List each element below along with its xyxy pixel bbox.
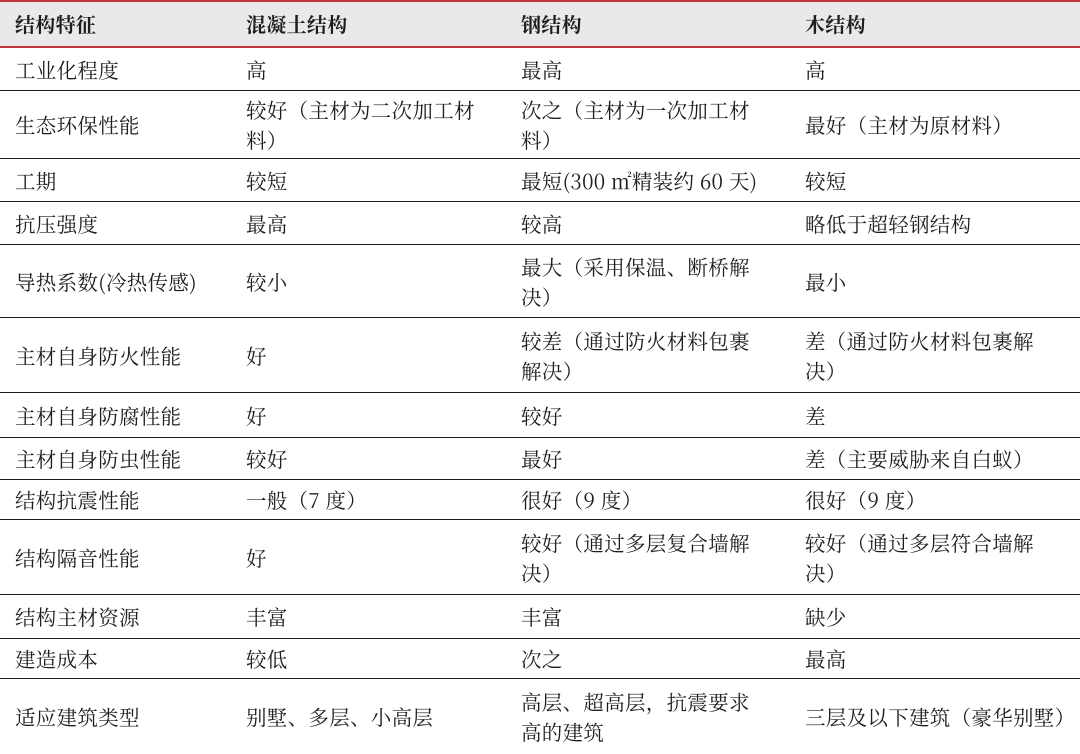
row-divider	[0, 638, 1080, 639]
cell-wood: 三层及以下建筑（豪华别墅）	[805, 701, 1076, 731]
header-structure-feature: 结构特征	[15, 9, 97, 38]
table-top-rule	[0, 0, 1080, 2]
cell-feature: 适应建筑类型	[15, 701, 140, 731]
header-concrete-structure: 混凝土结构	[246, 9, 348, 38]
cell-feature: 主材自身防腐性能	[15, 400, 182, 430]
cell-feature: 主材自身防火性能	[15, 340, 182, 370]
cell-steel: 最好	[521, 443, 563, 473]
cell-concrete: 较小	[246, 266, 288, 296]
row-divider	[0, 244, 1080, 245]
cell-steel: 丰富	[521, 601, 563, 631]
row-divider	[0, 479, 1080, 480]
cell-feature: 导热系数(冷热传感)	[15, 266, 197, 296]
cell-wood: 略低于超轻钢结构	[805, 208, 972, 238]
table-header-rule	[0, 46, 1080, 48]
cell-concrete: 较好	[246, 443, 288, 473]
cell-wood: 最好（主材为原材料）	[805, 109, 1013, 139]
cell-steel: 次之（主材为一次加工材 料）	[521, 94, 750, 154]
cell-concrete: 较好（主材为二次加工材 料）	[246, 94, 475, 154]
cell-wood: 很好（9 度）	[805, 484, 927, 514]
cell-feature: 生态环保性能	[15, 109, 140, 139]
cell-concrete: 丰富	[246, 601, 288, 631]
cell-feature: 工业化程度	[15, 54, 119, 84]
cell-feature: 结构隔音性能	[15, 542, 140, 572]
cell-concrete: 较短	[246, 165, 288, 195]
cell-steel: 最大（采用保温、断桥解 决）	[521, 251, 750, 311]
cell-steel: 最高	[521, 54, 563, 84]
cell-wood: 较好（通过多层符合墙解 决）	[805, 527, 1034, 587]
cell-feature: 抗压强度	[15, 208, 99, 238]
cell-concrete: 好	[246, 542, 267, 572]
row-divider	[0, 519, 1080, 520]
cell-wood: 高	[805, 54, 826, 84]
cell-steel: 较好（通过多层复合墙解 决）	[521, 527, 750, 587]
cell-wood: 差	[805, 400, 826, 430]
cell-steel: 较好	[521, 400, 563, 430]
cell-concrete: 较低	[246, 643, 288, 673]
cell-feature: 结构主材资源	[15, 601, 140, 631]
cell-steel: 高层、超高层，抗震要求 高的建筑	[521, 686, 750, 746]
cell-concrete: 最高	[246, 208, 288, 238]
cell-wood: 最高	[805, 643, 847, 673]
cell-wood: 最小	[805, 266, 847, 296]
row-divider	[0, 90, 1080, 91]
row-divider	[0, 317, 1080, 318]
header-steel-structure: 钢结构	[521, 9, 582, 38]
cell-steel: 最短(300 ㎡精装约 60 天)	[521, 165, 758, 195]
row-divider	[0, 437, 1080, 438]
cell-feature: 结构抗震性能	[15, 484, 140, 514]
cell-concrete: 高	[246, 54, 267, 84]
cell-concrete: 一般（7 度）	[246, 484, 368, 514]
cell-concrete: 好	[246, 400, 267, 430]
cell-steel: 较高	[521, 208, 563, 238]
cell-feature: 工期	[15, 165, 57, 195]
cell-steel: 次之	[521, 643, 563, 673]
cell-steel: 很好（9 度）	[521, 484, 643, 514]
cell-concrete: 好	[246, 340, 267, 370]
cell-concrete: 别墅、多层、小高层	[246, 701, 434, 731]
cell-feature: 主材自身防虫性能	[15, 443, 182, 473]
cell-wood: 差（主要威胁来自白蚁）	[805, 443, 1034, 473]
row-divider	[0, 158, 1080, 159]
header-wood-structure: 木结构	[805, 9, 866, 38]
row-divider	[0, 201, 1080, 202]
row-divider	[0, 392, 1080, 393]
row-divider	[0, 678, 1080, 679]
cell-wood: 差（通过防火材料包裹解 决）	[805, 325, 1034, 385]
cell-feature: 建造成本	[15, 643, 99, 673]
cell-wood: 缺少	[805, 601, 847, 631]
cell-wood: 较短	[805, 165, 847, 195]
row-divider	[0, 594, 1080, 595]
cell-steel: 较差（通过防火材料包裹 解决）	[521, 325, 750, 385]
